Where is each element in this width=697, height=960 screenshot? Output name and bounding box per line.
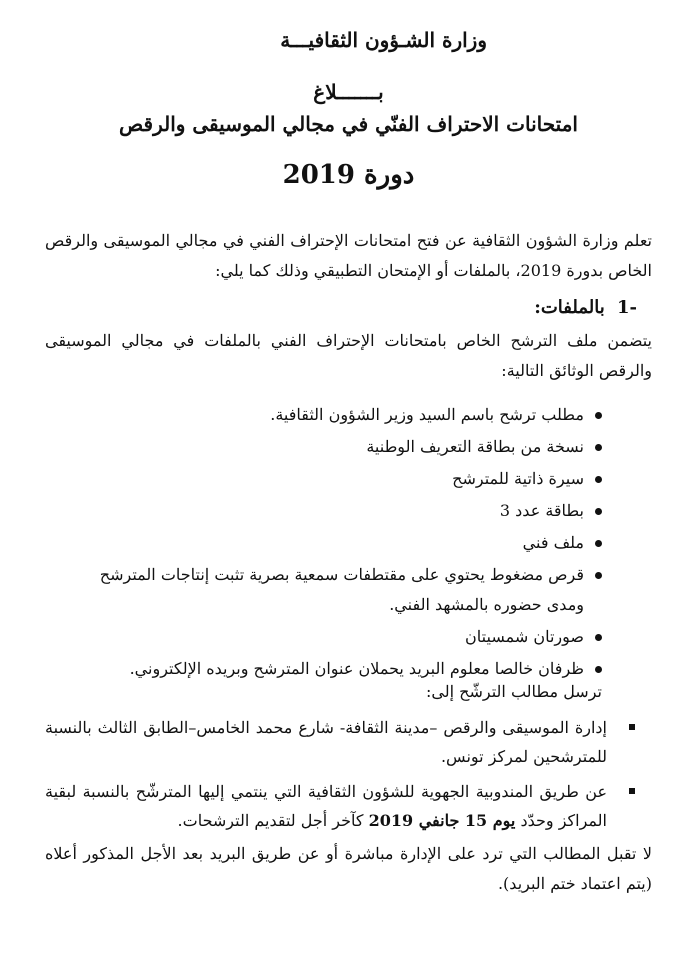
ministry-name: وزارة الشـؤون الثقافيـــة: [280, 28, 487, 52]
square-bullet-icon: [629, 724, 635, 730]
square-bullet-icon: [629, 788, 635, 794]
send-to-label: ترسل مطالب الترشّح إلى:: [426, 682, 602, 701]
list-item: [45, 777, 637, 835]
bullet-icon: [595, 508, 602, 515]
bullet-icon: [595, 444, 602, 451]
files-intro-paragraph: يتضمن ملف الترشح الخاص بامتحانات الإحتراف الفني بالملفات في مجالي الموسيقى والرقص الوثائق التالية:: [45, 331, 653, 380]
document-text: بطاقة عدد 3: [499, 501, 584, 520]
destination-text: عن طريق المندوبية الجهوية للشؤون الثقافية التي ينتمي إليها المترشّح بالنسبة لبقية المراكز وحدّد: [45, 782, 607, 830]
document-text: مطلب ترشح باسم السيد وزير الشؤون الثقافية.: [270, 405, 584, 424]
list-item: [60, 496, 602, 526]
bullet-icon: [595, 634, 602, 641]
bullet-icon: [595, 666, 602, 673]
section-1-heading: [534, 297, 637, 318]
destination-text-end: كآخر أجل لتقديم الترشحات.: [177, 811, 369, 830]
section-1-number: 1-: [617, 297, 637, 318]
document-text: نسخة من بطاقة التعريف الوطنية: [366, 437, 584, 456]
required-documents-list: [60, 400, 602, 686]
list-item: [60, 622, 602, 652]
bullet-icon: [595, 476, 602, 483]
announcement-subject: امتحانات الاحتراف الفنّي في مجالي الموسيقى والرقص: [119, 112, 578, 136]
list-item: [45, 713, 637, 771]
intro-paragraph: تعلم وزارة الشؤون الثقافية عن فتح امتحانات الإحتراف الفني في مجالي الموسيقى والرقص الخاص بدورة 2019، بالملفات أو الإمتحان التطبيقي وذلك كما يلي:: [45, 231, 652, 280]
document-text: ظرفان خالصا معلوم البريد يحملان عنوان المترشح وبريده الإلكتروني.: [129, 659, 584, 678]
bullet-icon: [595, 412, 602, 419]
document-text: قرص مضغوط يحتوي على مقتطفات سمعية بصرية تثبت إنتاجات المترشح ومدى حضوره بالمشهد الفني.: [99, 565, 584, 614]
bullet-icon: [595, 572, 602, 579]
list-item: [60, 432, 602, 462]
session-year: دورة 2019: [282, 160, 415, 190]
list-item: [60, 464, 602, 494]
document-text: ملف فني: [522, 533, 584, 552]
bullet-icon: [595, 540, 602, 547]
document-text: صورتان شمسيتان: [465, 627, 584, 646]
destination-text: إدارة الموسيقى والرقص –مدينة الثقافة- شارع محمد الخامس–الطابق الثالث بالنسبة للمترشحين لمركز تونس.: [45, 718, 607, 766]
list-item: [60, 400, 602, 430]
deadline-date: يوم 15 جانفي 2019: [368, 811, 516, 830]
footer-note: لا تقبل المطالب التي ترد على الإدارة مباشرة أو عن طريق البريد بعد الأجل المذكور أعلاه (يتم اعتماد ختم البريد).: [45, 844, 652, 893]
destinations-list: [45, 713, 637, 841]
section-1-title: بالملفات:: [534, 297, 605, 318]
announcement-title: بـــــــلاغ: [313, 80, 384, 104]
list-item: [60, 560, 602, 620]
document-text: سيرة ذاتية للمترشح: [452, 469, 584, 488]
list-item: [60, 528, 602, 558]
